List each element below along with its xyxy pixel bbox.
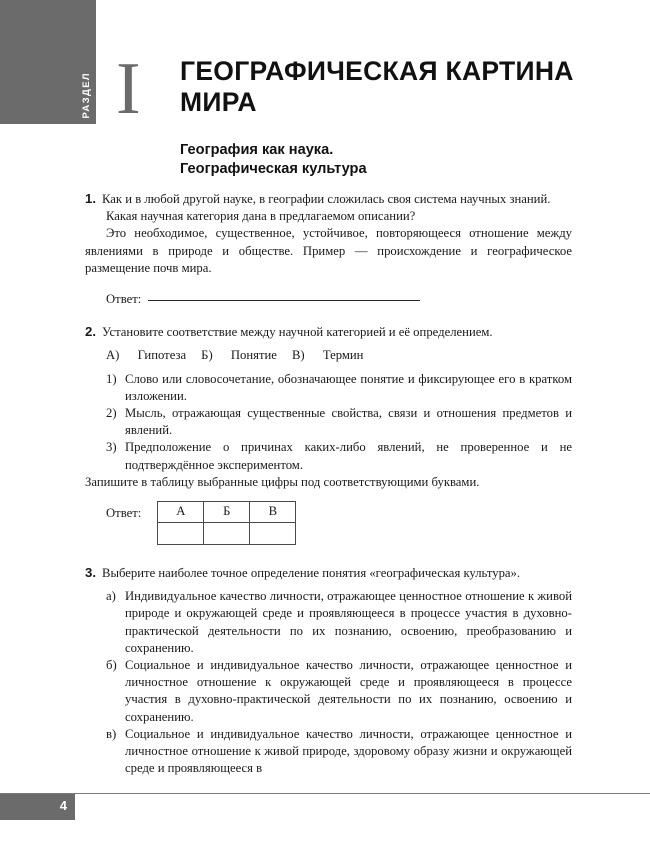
task-2 [85, 323, 572, 545]
task-3-option-a[interactable] [85, 588, 572, 657]
task-3-option-v-text: Социальное и индивидуальное качество личности, отражающее ценностное и личностное отношение к живой природе, здоровому образу жизни и окружающей среде и проявляющееся в [125, 726, 572, 776]
section-subtitle-line-1: География как наука. [180, 142, 334, 158]
task-2-number: 2. [85, 324, 96, 340]
task-2-answer-label: Ответ: [106, 506, 142, 521]
page-title: ГЕОГРАФИЧЕСКАЯ КАРТИНА МИРА [180, 56, 574, 117]
task-3-option-v[interactable] [85, 726, 572, 778]
table-header-cell-a: А [158, 502, 204, 523]
task-2-category-1-text: Понятие [230, 348, 277, 363]
task-1-prompt: Какая научная категория дана в предлагаемом описании? [106, 209, 416, 224]
table-input-cell-a[interactable] [158, 523, 204, 545]
section-band-label: РАЗДЕЛ [80, 71, 92, 118]
task-2-lead-paragraph [85, 323, 572, 341]
task-3-number: 3. [85, 565, 96, 581]
page-number: 4 [59, 798, 67, 813]
table-row-headers [158, 502, 296, 523]
task-1-answer-label: Ответ: [106, 292, 142, 307]
spacer [85, 545, 572, 564]
task-2-answer-table [157, 501, 296, 545]
table-header-cell-b: Б [204, 502, 250, 523]
task-2-answer-area [85, 497, 572, 545]
task-2-definition-2-text: Мысль, отражающая существенные свойства, связи и отношения предметов и явлений. [125, 406, 572, 438]
task-3-lead-text: Выберите наиболее точное определение понятия «географическая культура». [102, 566, 521, 581]
footer-page-box [0, 794, 75, 820]
task-2-definition-1-marker: 1) [106, 371, 117, 386]
task-2-category-0-text: Гипотеза [137, 348, 187, 363]
task-2-instruction: Запишите в таблицу выбранные цифры под соответствующими буквами. [85, 474, 480, 489]
task-1-lead-text: Как и в любой другой науке, в географии сложилась своя система научных знаний. [102, 192, 551, 206]
spacer [85, 312, 572, 323]
task-2-definition-3 [85, 439, 572, 473]
task-2-category-list [85, 347, 572, 364]
task-2-category-2 [292, 348, 364, 362]
table-row-values [158, 523, 296, 545]
task-3-lead-paragraph [85, 564, 572, 582]
task-2-definition-1-text: Слово или словосочетание, обозначающее понятие и фиксирующее его в кратком изложении. [125, 371, 572, 403]
task-2-category-2-marker: В) [291, 348, 305, 363]
task-2-definition-2 [85, 405, 572, 439]
task-2-definition-1 [85, 371, 572, 405]
task-1-answer-row [85, 277, 572, 312]
footer-rule [0, 793, 650, 794]
task-3-option-v-marker: в) [106, 726, 117, 741]
task-2-definition-3-text: Предположение о причинах каких-либо явлений, не проверенное и не подтверждённое экспериментом. [125, 440, 572, 472]
section-numeral: I [116, 48, 141, 130]
task-2-category-2-text: Термин [322, 348, 364, 363]
task-3-option-b[interactable] [85, 657, 572, 726]
task-1-description: Это необходимое, существенное, устойчивое, повторяющееся отношение между явлениями в природе и обществе. Пример — происхождение и географическое размещение почв мира. [85, 226, 572, 275]
task-2-lead-text: Установите соответствие между научной категорией и её определением. [102, 325, 493, 340]
task-3-option-b-text: Социальное и индивидуальное качество личности, отражающее ценностное и личностное отношение к окружающей среде и проявляющееся в процессе участия в духовно-практической деятельности по их познанию, освоению и сохранению. [125, 658, 572, 724]
table-input-cell-v[interactable] [250, 523, 296, 545]
task-2-definition-3-marker: 3) [106, 440, 117, 455]
task-3-option-a-marker: а) [106, 589, 116, 604]
section-subtitle-line-2: Географическая культура [180, 160, 367, 177]
task-2-category-1 [201, 348, 277, 362]
task-3 [85, 564, 572, 777]
section-subtitle [180, 141, 580, 179]
task-2-category-1-marker: Б) [201, 348, 213, 363]
task-3-option-b-marker: б) [106, 658, 117, 673]
task-1-answer-input[interactable] [148, 300, 420, 301]
task-1 [85, 190, 572, 312]
task-3-option-a-text: Индивидуальное качество личности, отражающее ценностное отношение к живой природе и окружающей среде и проявляющееся в процессе участия в духовно-практической деятельности по их познанию, освоению, преобразованию и сохранению. [125, 589, 572, 655]
task-2-category-0-marker: А) [106, 348, 120, 363]
section-band [0, 0, 96, 124]
task-1-number: 1. [85, 191, 96, 206]
task-2-category-0 [106, 348, 186, 362]
page-content [85, 190, 572, 777]
task-1-lead-paragraph [85, 190, 572, 208]
table-input-cell-b[interactable] [204, 523, 250, 545]
table-header-cell-v: В [250, 502, 296, 523]
task-2-definition-2-marker: 2) [106, 406, 117, 421]
